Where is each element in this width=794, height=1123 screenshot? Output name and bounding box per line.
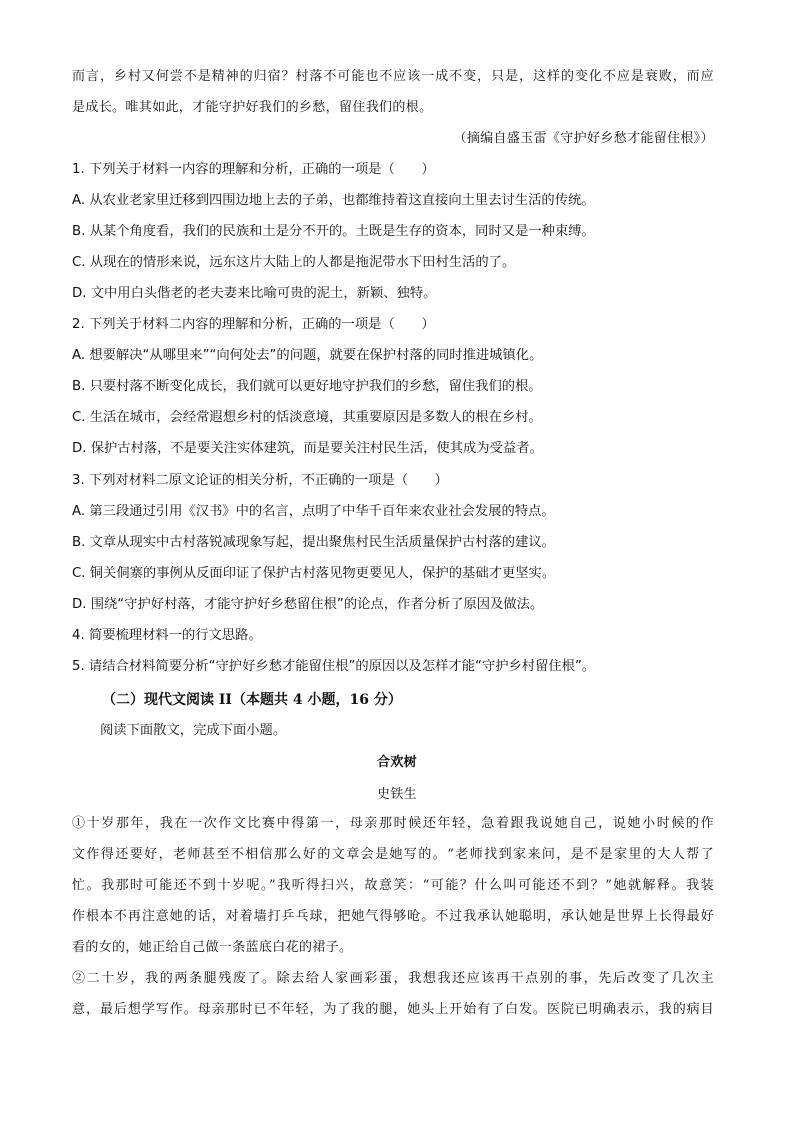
essay-author: 史铁生 bbox=[376, 787, 418, 802]
question-3-stem: 3. 下列对材料二原文论证的相关分析，不正确的一项是（ ） bbox=[72, 473, 448, 488]
question-2-option-d: D. 保护古村落，不是要关注实体建筑，而是要关注村民生活，使其成为受益者。 bbox=[72, 441, 543, 456]
question-5: 5. 请结合材料简要分析“守护好乡愁才能留住根”的原因以及怎样才能“守护乡村留住根”。 bbox=[72, 659, 596, 674]
question-1-option-c: C. 从现在的情形来说，远东这片大陆上的人都是拖泥带水下田村生活的了。 bbox=[72, 255, 516, 270]
passage-line: 而言，乡村又何尝不是精神的归宿？村落不可能也不应该一成不变，只是，这样的变化不应是衰败，而应 bbox=[72, 69, 714, 84]
question-2-option-c: C. 生活在城市，会经常遐想乡村的恬淡意境，其重要原因是多数人的根在乡村。 bbox=[72, 410, 542, 425]
source-note: （摘编自盛玉雷《守护好乡愁才能留住根》） bbox=[453, 131, 714, 146]
essay-line: 看的女的，她正给自己做一条蓝底白花的裙子。 bbox=[72, 940, 353, 955]
question-3-option-b: B. 文章从现实中古村落锐减现象写起，提出聚焦村民生活质量保护古村落的建议。 bbox=[72, 535, 555, 550]
passage-line: 是成长。唯其如此，才能守护好我们的乡愁，留住我们的根。 bbox=[72, 100, 433, 115]
essay-line: 忙。我那时可能还不到十岁呢。”我听得扫兴，故意笑：“可能？什么叫可能还不到？”她就解释。我装 bbox=[72, 878, 714, 893]
question-2-option-a: A. 想要解决“从哪里来”“向何处去”的问题，就要在保护村落的同时推进城镇化。 bbox=[72, 348, 543, 363]
instruction: 阅读下面散文，完成下面小题。 bbox=[100, 723, 287, 738]
question-1-option-d: D. 文中用白头偕老的老夫妻来比喻可贵的泥土，新颖、独特。 bbox=[72, 286, 437, 301]
question-2-stem: 2. 下列关于材料二内容的理解和分析，正确的一项是（ ） bbox=[72, 317, 435, 332]
essay-line: 文作得还要好，老师甚至不相信那么好的文章会是她写的。“老师找到家来问，是不是家里的大人帮了 bbox=[72, 847, 714, 862]
question-1-option-b: B. 从某个角度看，我们的民族和土是分不开的。土既是生存的资本，同时又是一种束缚。 bbox=[72, 224, 595, 239]
question-3-option-c: C. 铜关侗寨的事例从反面印证了保护古村落见物更要见人，保护的基础才更坚实。 bbox=[72, 566, 556, 581]
essay-line: 作根本不再注意她的话，对着墙打乒乓球，把她气得够呛。不过我承认她聪明，承认她是世界上长得最好 bbox=[72, 909, 714, 924]
question-2-option-b: B. 只要村落不断变化成长，我们就可以更好地守护我们的乡愁，留住我们的根。 bbox=[72, 379, 542, 394]
question-1-stem: 1. 下列关于材料一内容的理解和分析，正确的一项是（ ） bbox=[72, 162, 435, 177]
question-4: 4. 简要梳理材料一的行文思路。 bbox=[72, 628, 262, 643]
section-title: （二）现代文阅读 II（本题共 4 小题，16 分） bbox=[102, 692, 402, 708]
question-3-option-d: D. 围绕“守护好村落，才能守护好乡愁留住根”的论点，作者分析了原因及做法。 bbox=[72, 597, 544, 612]
essay-line: 意，最后想学写作。母亲那时已不年轻，为了我的腿，她头上开始有了白发。医院已明确表示，我的病目 bbox=[72, 1002, 714, 1017]
essay-title: 合欢树 bbox=[376, 755, 418, 770]
question-1-option-a: A. 从农业老家里迁移到四围边地上去的子弟，也都维持着这直接向土里去讨生活的传统。 bbox=[72, 193, 595, 208]
essay-line: ①十岁那年，我在一次作文比赛中得第一，母亲那时候还年轻，急着跟我说她自己，说她小时候的作 bbox=[72, 816, 714, 831]
essay-line: ②二十岁，我的两条腿残废了。除去给人家画彩蛋，我想我还应该再干点别的事，先后改变了几次主 bbox=[72, 971, 714, 986]
question-3-option-a: A. 第三段通过引用《汉书》中的名言，点明了中华千百年来农业社会发展的特点。 bbox=[72, 504, 555, 519]
